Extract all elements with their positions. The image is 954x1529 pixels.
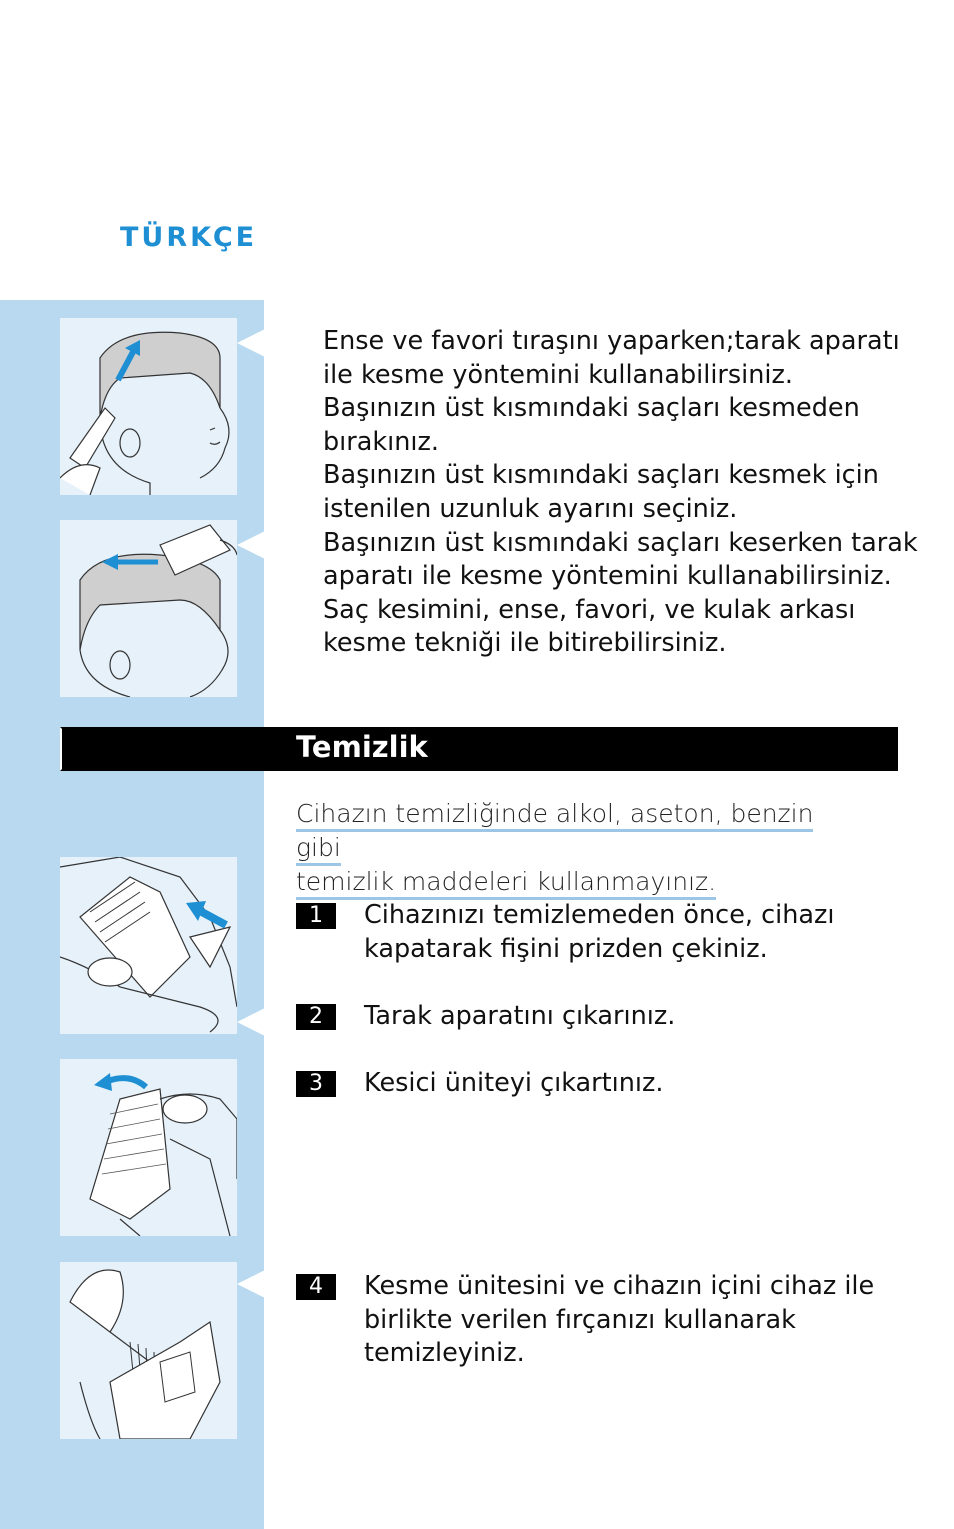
cleaning-warning <box>296 797 856 899</box>
illustration-pointer <box>237 1270 265 1298</box>
step-number: 3 <box>296 1071 336 1097</box>
illustration-remove-cutter <box>60 1059 237 1236</box>
intro-line: Başınızın üst kısmındaki saçları keserken tarak <box>323 527 918 558</box>
illustration-top-cut <box>60 520 237 697</box>
intro-line: Saç kesimini, ense, favori, ve kulak arkası <box>323 594 856 625</box>
illustration-brush-clean <box>60 1262 237 1439</box>
section-title: Temizlik <box>296 730 428 764</box>
step-number: 2 <box>296 1004 336 1030</box>
step-number: 1 <box>296 903 336 929</box>
intro-line: ile kesme yöntemini kullanabilirsiniz. <box>323 359 794 390</box>
arrow-left-icon <box>100 550 160 574</box>
step-text: Tarak aparatını çıkarınız. <box>364 1001 676 1031</box>
arrow-push-icon <box>182 897 228 931</box>
arrow-curve-icon <box>90 1069 150 1099</box>
step-text: Kesici üniteyi çıkartınız. <box>364 1068 664 1098</box>
intro-line: Ense ve favori tıraşını yaparken;tarak aparatı <box>323 326 900 356</box>
step-number: 4 <box>296 1274 336 1300</box>
illustration-remove-comb <box>60 857 237 1034</box>
intro-line: aparatı ile kesme yöntemini kullanabilirsiniz. <box>323 561 892 592</box>
step-text: Cihazınızı temizlemeden önce, cihazı kapatarak fişini prizden çekiniz. <box>364 900 835 964</box>
illustration-pointer <box>237 531 265 559</box>
warning-line-1: Cihazın temizliğinde alkol, aseton, benzin gibi <box>296 799 813 866</box>
intro-line: Başınızın üst kısmındaki saçları kesmek için <box>323 460 879 491</box>
illustration-pointer <box>237 1008 265 1036</box>
illustration-nape-trim <box>60 318 237 495</box>
intro-text <box>323 325 923 661</box>
warning-line-2: temizlik maddeleri kullanmayınız. <box>296 867 716 900</box>
arrow-up-icon <box>110 336 150 386</box>
intro-line: kesme tekniği ile bitirebilirsiniz. <box>323 628 727 659</box>
intro-line: istenilen uzunluk ayarını seçiniz. <box>323 493 738 524</box>
section-header-bar <box>60 727 898 771</box>
step-text: Kesme ünitesini ve cihazın içini cihaz ile birlikte verilen fırçanızı kullanarak temizleyiniz. <box>364 1271 875 1369</box>
illustration-pointer <box>237 329 265 357</box>
intro-line: Başınızın üst kısmındaki saçları kesmeden <box>323 393 860 424</box>
language-heading: TÜRKÇE <box>120 222 258 253</box>
intro-line: bırakınız. <box>323 426 439 457</box>
